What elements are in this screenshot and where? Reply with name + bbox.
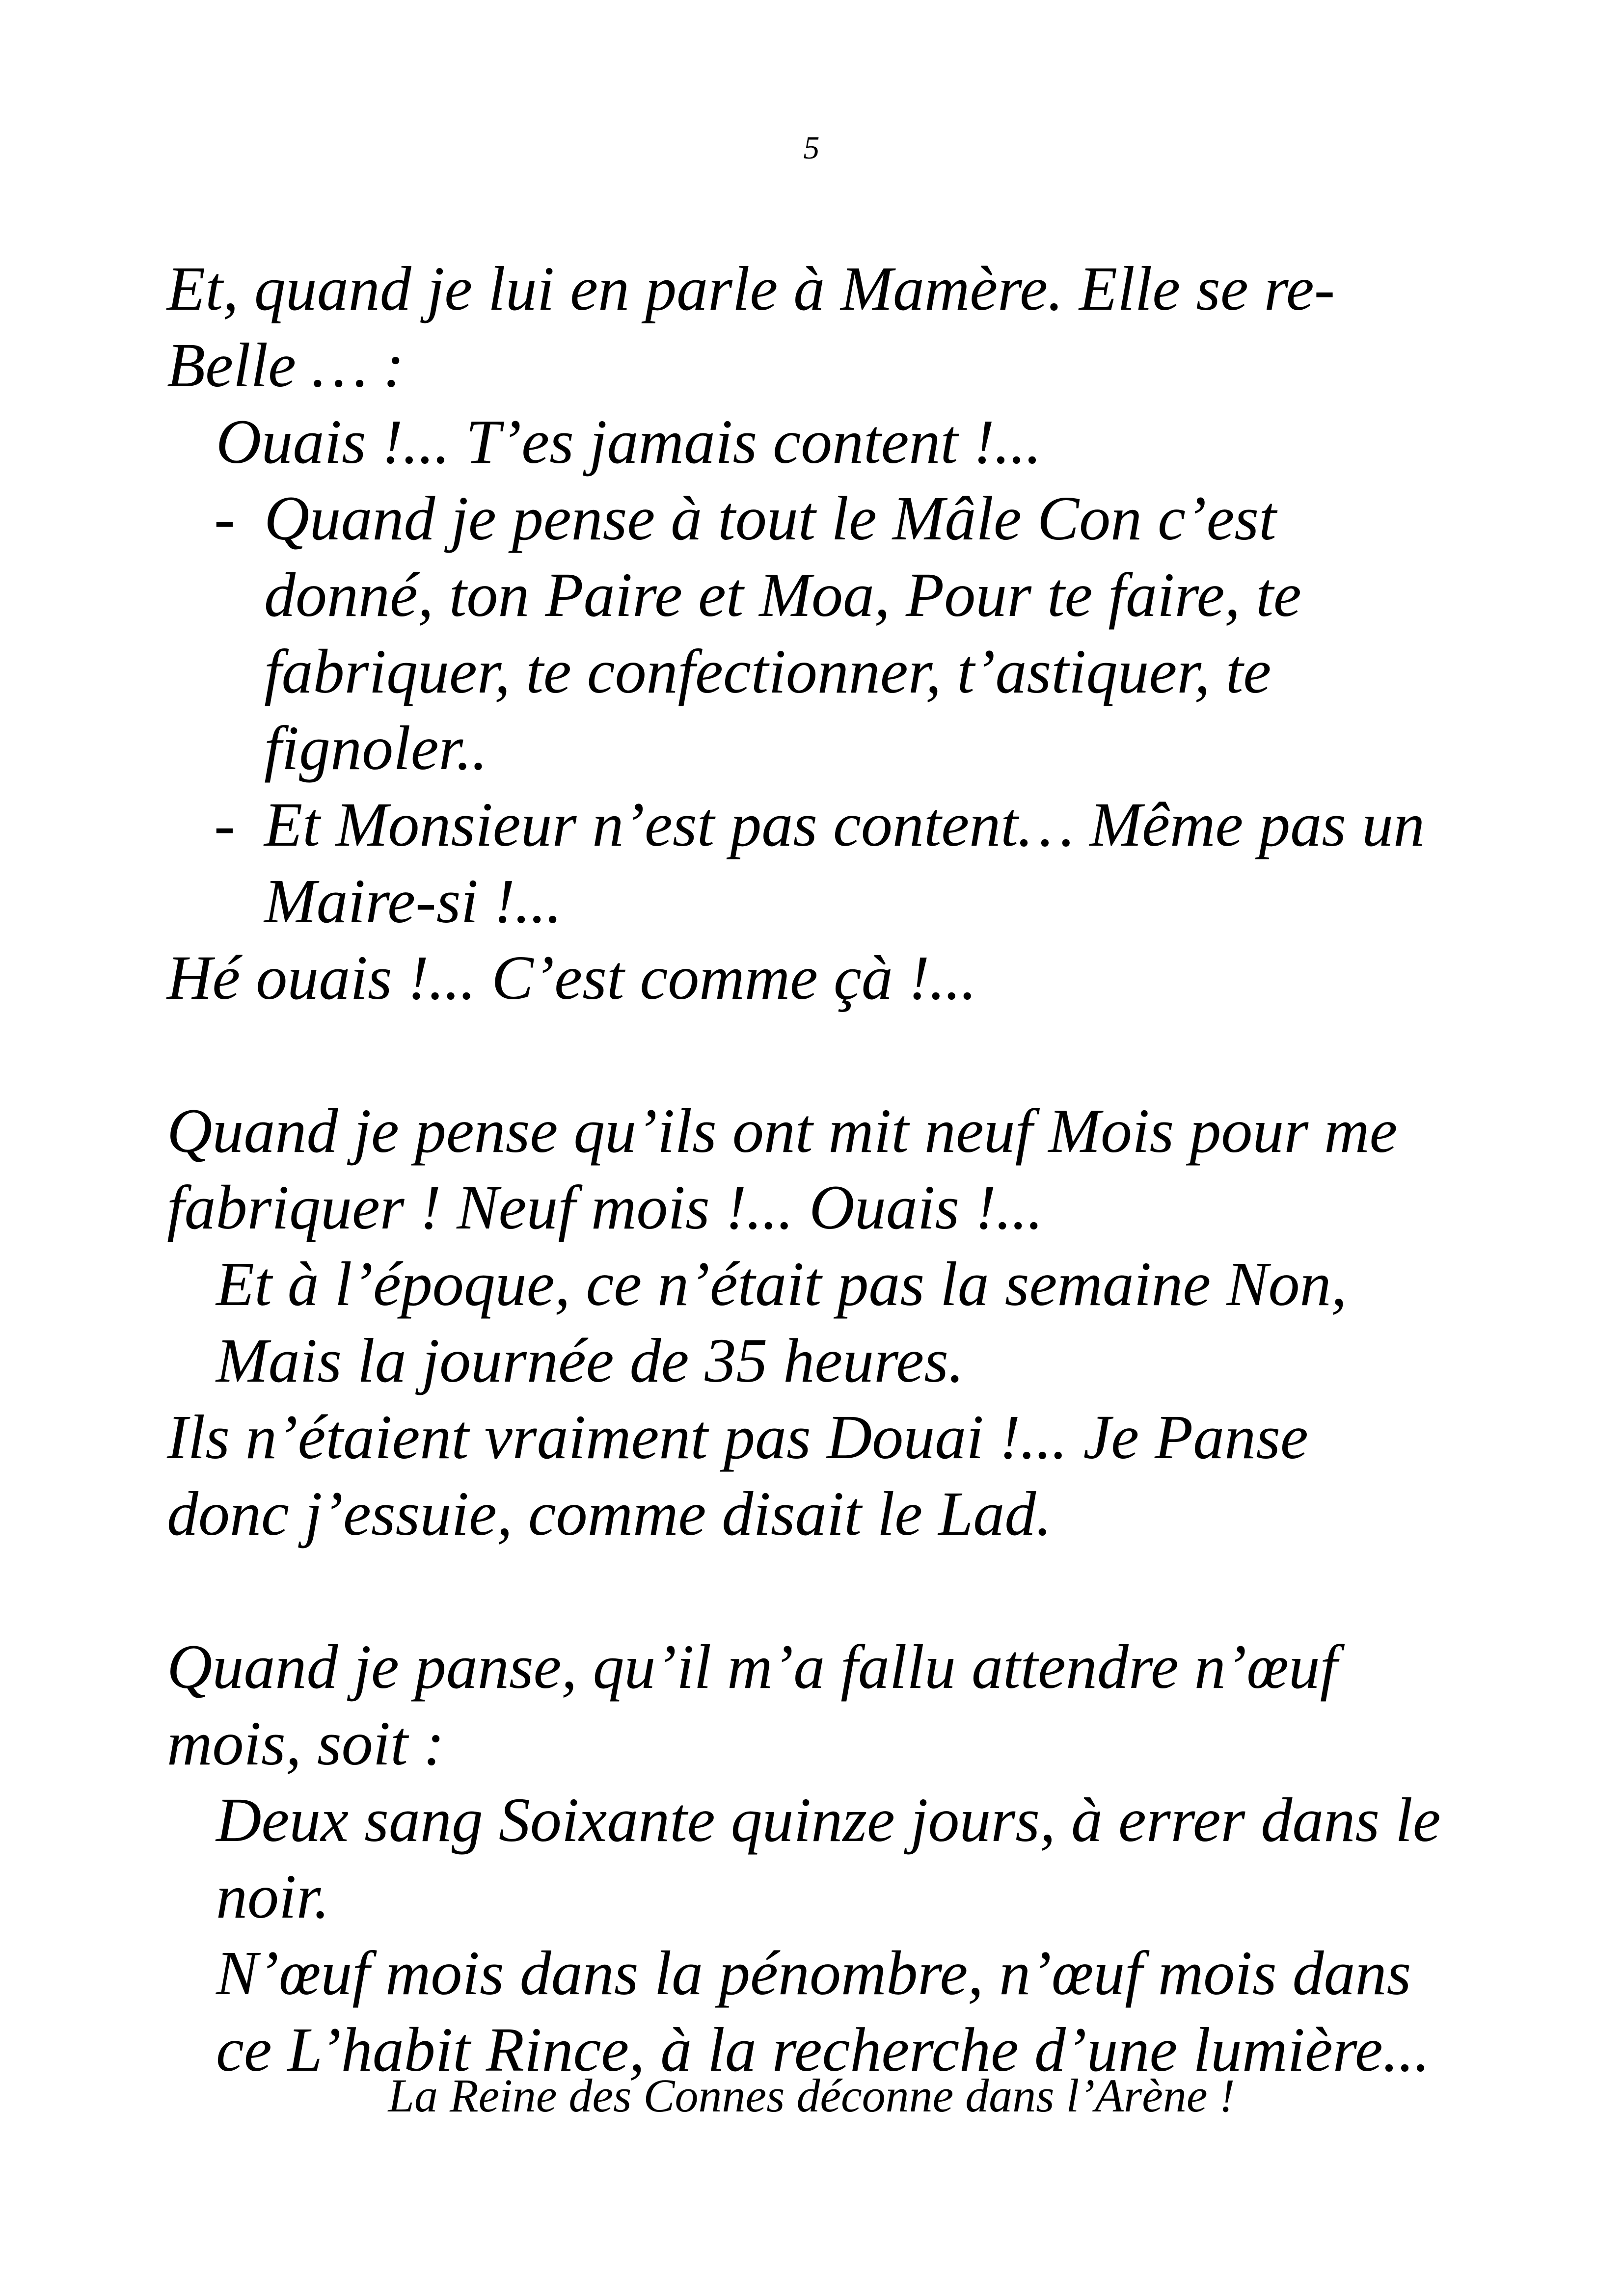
stanza3-line-4: noir. (216, 1862, 330, 1931)
stanza1-line-4: Quand je pense à tout le Mâle Con c’est (264, 483, 1276, 553)
stanza1-line-5: donné, ton Paire et Moa, Pour te faire, te (264, 560, 1301, 630)
page-footer: La Reine des Connes déconne dans l’Arène ! (388, 2069, 1235, 2122)
stanza3-line-5: N’œuf mois dans la pénombre, n’œuf mois dans (216, 1938, 1411, 2008)
stanza1-dash-1: - (214, 483, 235, 553)
stanza3-line-2: mois, soit : (167, 1709, 445, 1778)
stanza2-line-3: Et à l’époque, ce n’était pas la semaine Non, (216, 1249, 1347, 1319)
stanza2-line-5: Ils n’étaient vraiment pas Douai !... Je Panse (167, 1402, 1308, 1472)
stanza1-dash-2: - (214, 790, 235, 859)
stanza1-line-8: Et Monsieur n’est pas content… Même pas un (264, 790, 1425, 859)
stanza1-line-2: Belle … : (167, 330, 405, 400)
stanza1-line-3: Ouais !... T’es jamais content !... (216, 407, 1042, 477)
stanza3-line-6: ce L’habit Rince, à la recherche d’une lumière... (216, 2015, 1430, 2084)
stanza1-line-1: Et, quand je lui en parle à Mamère. Elle se re- (167, 254, 1335, 323)
page-number: 5 (803, 130, 820, 166)
stanza2-line-4: Mais la journée de 35 heures. (216, 1326, 964, 1395)
stanza3-line-3: Deux sang Soixante quinze jours, à errer dans le (216, 1785, 1441, 1855)
stanza1-line-10: Hé ouais !... C’est comme çà !... (167, 943, 977, 1013)
stanza2-line-1: Quand je pense qu’ils ont mit neuf Mois pour me (167, 1096, 1398, 1166)
stanza3-line-1: Quand je panse, qu’il m’a fallu attendre n’œuf (167, 1632, 1338, 1702)
stanza1-line-9: Maire-si !... (264, 866, 562, 936)
stanza2-line-2: fabriquer ! Neuf mois !... Ouais !... (167, 1173, 1043, 1242)
stanza1-line-6: fabriquer, te confectionner, t’astiquer, te (264, 637, 1271, 706)
stanza2-line-6: donc j’essuie, comme disait le Lad. (167, 1479, 1052, 1548)
stanza1-line-7: fignoler.. (264, 713, 488, 783)
